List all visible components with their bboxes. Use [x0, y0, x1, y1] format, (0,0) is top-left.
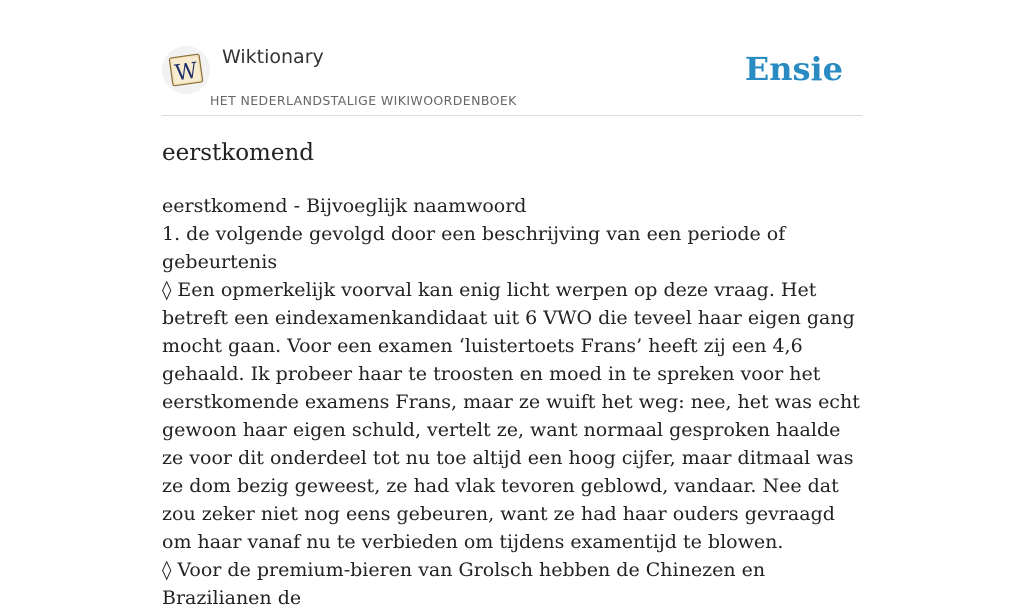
entry-content [162, 192, 862, 612]
site-tagline: HET NEDERLANDSTALIGE WIKIWOORDENBOEK [210, 93, 517, 108]
header-divider [162, 115, 862, 116]
logo-letter: W [173, 58, 200, 87]
example-text: ◊ Voor de premium-bieren van Grolsch hebben de Chinezen en Brazilianen de [162, 559, 766, 609]
wiktionary-logo[interactable] [162, 46, 210, 94]
definition-text: 1. de volgende gevolgd door een beschrijving van een periode of gebeurtenis [162, 223, 786, 273]
entry-heading-line: eerstkomend - Bijvoeglijk naamwoord [162, 195, 527, 217]
ensie-brand-logo[interactable]: Ensie [744, 50, 843, 88]
page-title: eerstkomend [162, 140, 315, 166]
example-text: ◊ Een opmerkelijk voorval kan enig licht werpen op deze vraag. Het betreft een eindexamenkandidaat uit 6 VWO die teveel haar eigen gang mocht gaan. Voor een examen ‘luistertoets Frans’ heeft zij een 4,6 gehaald. Ik probeer haar te troosten en moed in te spreken voor het eerstkomende examens Frans, maar ze wuift het weg: nee, het was echt gewoon haar eigen schuld, vertelt ze, want normaal gesproken haalde ze voor dit onderdeel tot nu toe altijd een hoog cijfer, maar ditmaal was ze dom bezig geweest, ze had vlak tevoren geblowd, vandaar. Nee dat zou zeker niet nog eens gebeuren, want ze had haar ouders gevraagd om haar vanaf nu te verbieden om tijdens examentijd te blowen. [162, 279, 860, 553]
site-name[interactable]: Wiktionary [222, 46, 324, 68]
wiktionary-tile-icon [162, 46, 210, 94]
